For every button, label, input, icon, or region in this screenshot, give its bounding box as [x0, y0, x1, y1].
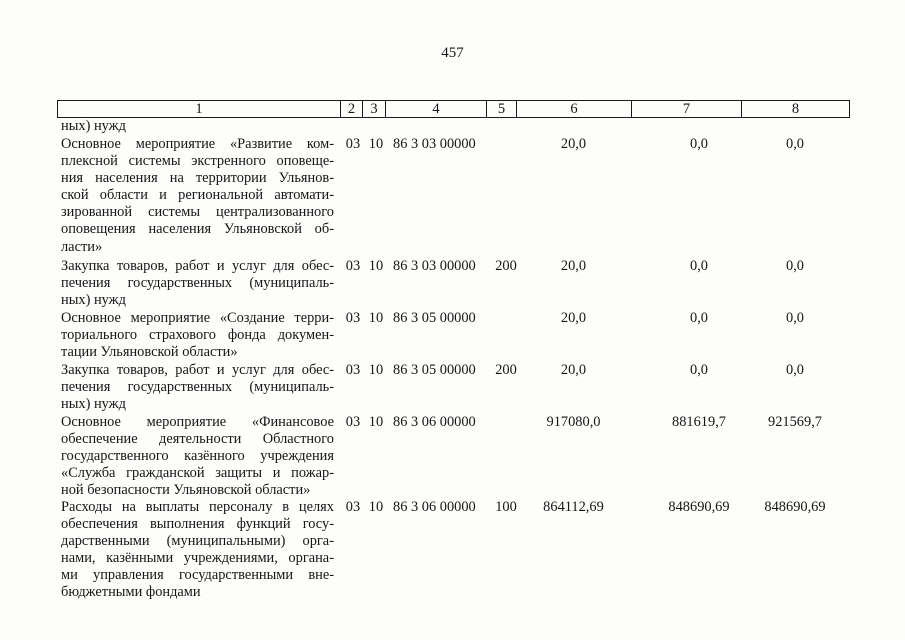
cell-col-5: 200 — [495, 362, 517, 378]
description-line: Основное мероприятие «Развитие ком- — [61, 136, 334, 152]
cell-col-4: 86 3 05 00000 — [393, 310, 476, 326]
description-line: ми управления государственными вне- — [61, 567, 334, 584]
cell-col-8: 0,0 — [786, 310, 804, 326]
cell-col-8: 0,0 — [786, 136, 804, 152]
cell-col-6: 864112,69 — [543, 499, 604, 515]
description-line: «Служба гражданской защиты и пожар- — [61, 465, 334, 482]
row-description — [61, 118, 334, 135]
cell-col-8: 848690,69 — [764, 499, 826, 515]
cell-col-7: 0,0 — [690, 136, 708, 152]
cell-col-8: 0,0 — [786, 362, 804, 378]
description-line: ласти» — [61, 238, 103, 255]
header-col-5: 5 — [486, 101, 516, 117]
cell-col-3: 10 — [368, 258, 384, 274]
cell-col-2: 03 — [345, 136, 361, 152]
description-line: дарственными (муниципальными) орга- — [61, 533, 334, 550]
description-line: печения государственных (муниципаль- — [61, 379, 334, 396]
description-line: тации Ульяновской области» — [61, 344, 238, 361]
description-line: ных) нужд — [61, 396, 126, 413]
description-line: зированной системы централизованного — [61, 204, 334, 221]
header-col-1: 1 — [195, 101, 203, 117]
cell-col-3: 10 — [368, 136, 384, 152]
header-col-4: 4 — [385, 101, 486, 117]
row-description — [61, 310, 334, 361]
description-line: обеспечение деятельности Областного — [61, 431, 334, 448]
description-line: Закупка товаров, работ и услуг для обес- — [61, 258, 334, 274]
cell-col-3: 10 — [368, 310, 384, 326]
cell-col-7: 0,0 — [690, 258, 708, 274]
description-line: нами, казёнными учреждениями, органа- — [61, 550, 334, 567]
row-description — [61, 136, 334, 256]
description-line: ния населения на территории Ульянов- — [61, 170, 334, 187]
cell-col-6: 20,0 — [560, 136, 587, 152]
row-description — [61, 414, 334, 499]
cell-col-3: 10 — [368, 499, 384, 515]
row-description — [61, 362, 334, 413]
description-line: ных) нужд — [61, 292, 126, 309]
cell-col-7: 0,0 — [690, 310, 708, 326]
cell-col-2: 03 — [345, 310, 361, 326]
cell-col-4: 86 3 03 00000 — [393, 136, 476, 152]
header-col-8: 8 — [741, 101, 849, 117]
cell-col-7: 881619,7 — [672, 414, 726, 430]
header-col-2: 2 — [340, 101, 362, 117]
description-line: бюджетными фондами — [61, 584, 201, 601]
cell-col-5: 100 — [495, 499, 517, 515]
cell-col-3: 10 — [368, 362, 384, 378]
cell-col-7: 848690,69 — [668, 499, 730, 515]
cell-col-2: 03 — [345, 499, 361, 515]
description-line: Основное мероприятие «Создание терри- — [61, 310, 334, 326]
description-line: ториального страхового фонда докумен- — [61, 327, 334, 344]
cell-col-4: 86 3 06 00000 — [393, 414, 476, 430]
description-line: Основное мероприятие «Финансовое — [61, 414, 334, 430]
cell-col-2: 03 — [345, 362, 361, 378]
cell-col-5: 200 — [495, 258, 517, 274]
header-col-3: 3 — [362, 101, 385, 117]
header-col-6: 6 — [516, 101, 631, 117]
description-line: ской области и региональной автомати- — [61, 187, 334, 204]
cell-col-6: 20,0 — [560, 362, 587, 378]
description-line: оповещения населения Ульяновской об- — [61, 221, 334, 238]
description-line: обеспечения выполнения функций госу- — [61, 516, 334, 533]
cell-col-6: 20,0 — [560, 310, 587, 326]
cell-col-4: 86 3 03 00000 — [393, 258, 476, 274]
cell-col-2: 03 — [345, 258, 361, 274]
description-line: печения государственных (муниципаль- — [61, 275, 334, 292]
cell-col-7: 0,0 — [690, 362, 708, 378]
cell-col-6: 917080,0 — [546, 414, 601, 430]
description-line: Закупка товаров, работ и услуг для обес- — [61, 362, 334, 378]
cell-col-3: 10 — [368, 414, 384, 430]
header-col-7: 7 — [631, 101, 741, 117]
description-line: ных) нужд — [61, 118, 126, 134]
description-line: ной безопасности Ульяновской области» — [61, 482, 311, 499]
row-description — [61, 499, 334, 602]
cell-col-8: 0,0 — [786, 258, 804, 274]
row-description — [61, 258, 334, 309]
page-number: 457 — [441, 45, 464, 61]
description-line: Расходы на выплаты персоналу в целях — [61, 499, 334, 515]
cell-col-2: 03 — [345, 414, 361, 430]
cell-col-4: 86 3 05 00000 — [393, 362, 476, 378]
description-line: государственного казённого учреждения — [61, 448, 334, 465]
description-line: плексной системы экстренного оповеще- — [61, 153, 334, 170]
cell-col-4: 86 3 06 00000 — [393, 499, 476, 515]
cell-col-6: 20,0 — [560, 258, 587, 274]
cell-col-8: 921569,7 — [768, 414, 822, 430]
